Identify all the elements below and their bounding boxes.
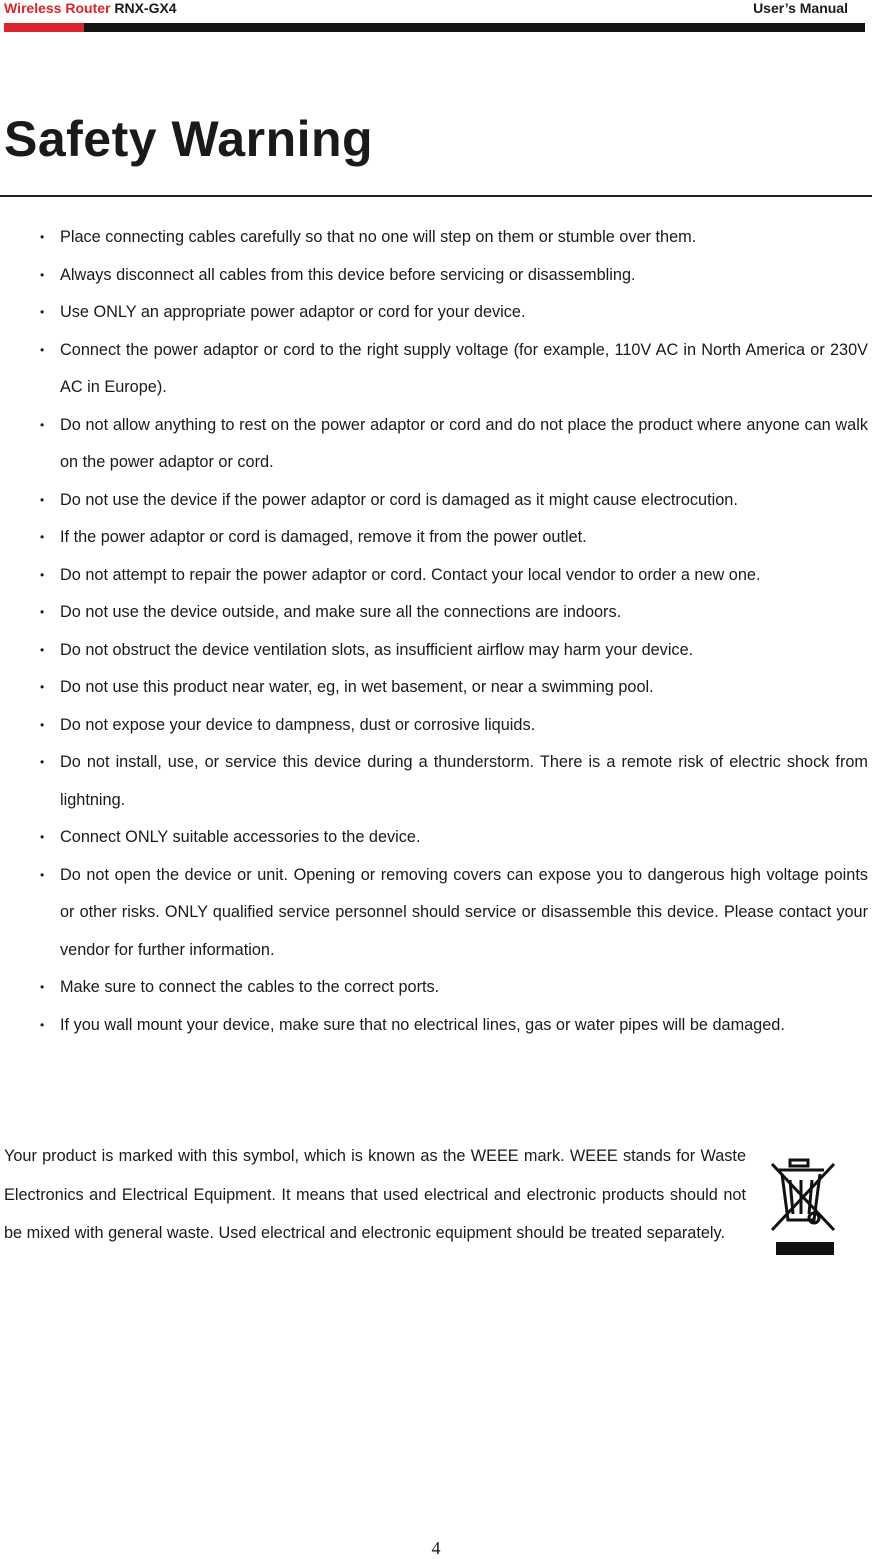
bullet: • [40, 717, 45, 732]
header-brand: Wireless Router [4, 0, 111, 16]
warning-item [40, 857, 868, 970]
bullet: • [40, 342, 45, 357]
warning-text: If you wall mount your device, make sure that no electrical lines, gas or water pipes will be damaged. [60, 1015, 785, 1034]
bullet: • [40, 980, 45, 994]
warning-text: Place connecting cables carefully so that no one will step on them or stumble over them. [60, 228, 697, 246]
warning-item [40, 819, 868, 857]
warning-text: Do not obstruct the device ventilation slots, as insufficient airflow may harm your device. [60, 640, 694, 659]
page-title: Safety Warning [4, 111, 374, 167]
header-rule-accent [4, 23, 84, 32]
warning-text: Do not use the device if the power adaptor or cord is damaged as it might cause electrocution. [60, 490, 738, 509]
warning-item [40, 257, 868, 295]
bullet: • [40, 492, 45, 507]
bullet: • [40, 680, 45, 694]
warning-item [40, 669, 868, 707]
warning-text: Connect ONLY suitable accessories to the device. [60, 828, 421, 846]
warning-item [40, 707, 868, 745]
page-header [0, 0, 872, 34]
warning-item [40, 294, 868, 332]
bullet: • [40, 567, 45, 582]
warning-text: Always disconnect all cables from this device before servicing or disassembling. [60, 265, 636, 284]
warning-item [40, 632, 868, 670]
warning-text: Do not expose your device to dampness, dust or corrosive liquids. [60, 715, 536, 734]
safety-warning-list [40, 219, 868, 1044]
warning-text: Use ONLY an appropriate power adaptor or cord for your device. [60, 303, 526, 321]
weee-crossed-bin-icon [768, 1158, 840, 1258]
bullet: • [40, 417, 45, 432]
bullet: • [40, 867, 45, 882]
header-product [4, 0, 177, 16]
warning-text: Connect the power adaptor or cord to the right supply voltage (for example, 110V AC in North America or 230V AC in Europe). [60, 340, 868, 396]
bullet: • [40, 605, 45, 619]
bullet: • [40, 642, 45, 657]
bullet: • [40, 755, 45, 769]
warning-item [40, 594, 868, 632]
page-number: 4 [431, 1538, 441, 1558]
warning-item [40, 557, 868, 595]
bullet: • [40, 230, 45, 244]
warning-text: Do not use the device outside, and make sure all the connections are indoors. [60, 603, 622, 621]
title-divider [0, 195, 872, 197]
bullet: • [40, 830, 45, 844]
warning-item [40, 407, 868, 482]
warning-item [40, 969, 868, 1007]
warning-item [40, 744, 868, 819]
warning-item [40, 219, 868, 257]
header-rule [4, 23, 865, 32]
header-model: RNX-GX4 [114, 0, 177, 16]
bullet: • [40, 267, 45, 282]
bullet: • [40, 530, 45, 544]
warning-item [40, 519, 868, 557]
warning-text: Do not use this product near water, eg, in wet basement, or near a swimming pool. [60, 678, 654, 696]
warning-item [40, 1007, 868, 1045]
warning-text: Do not allow anything to rest on the power adaptor or cord and do not place the product where anyone can walk on the power adaptor or cord. [60, 415, 868, 471]
bullet: • [40, 305, 45, 319]
warning-text: Do not attempt to repair the power adaptor or cord. Contact your local vendor to order a new one. [60, 565, 761, 584]
warning-item [40, 332, 868, 407]
warning-text: Do not install, use, or service this device during a thunderstorm. There is a remote risk of electric shock from lightning. [60, 753, 868, 809]
bullet: • [40, 1017, 45, 1032]
warning-text: If the power adaptor or cord is damaged, remove it from the power outlet. [60, 528, 587, 546]
warning-text: Make sure to connect the cables to the correct ports. [60, 978, 440, 996]
weee-paragraph: Your product is marked with this symbol, which is known as the WEEE mark. WEEE stands for Waste Electronics and Electrical Equipment. It means that used electrical and electronic products should not be mixed with general waste. Used electrical and electronic equipment should be treated separately. [4, 1147, 746, 1242]
warning-text: Do not open the device or unit. Opening or removing covers can expose you to dangerous high voltage points or other risks. ONLY qualified service personnel should service or disassemble this device. Please contact your vendor for further information. [60, 865, 868, 959]
header-doc-type: User’s Manual [753, 0, 848, 16]
warning-item [40, 482, 868, 520]
